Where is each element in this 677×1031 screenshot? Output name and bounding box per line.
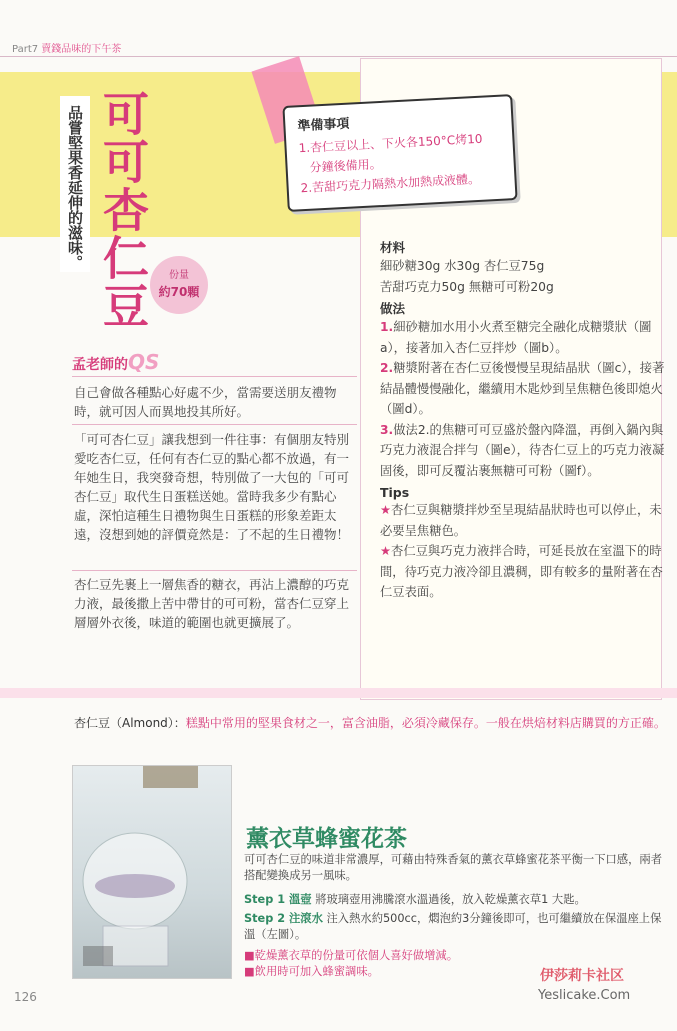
tea-title: 薰衣草蜂蜜花茶 — [246, 826, 407, 852]
method-step — [380, 358, 665, 420]
almond-term: 杏仁豆（Almond）： — [74, 716, 186, 730]
tea-note: ■飲用時可加入蜂蜜調味。 — [244, 965, 379, 978]
part-label: Part7 — [12, 44, 39, 55]
method-step — [380, 420, 665, 482]
almond-note — [74, 714, 666, 731]
header-part — [12, 40, 121, 55]
ingredients-line: 細砂糖30g 水30g 杏仁豆75g — [380, 259, 545, 273]
page-number: 126 — [14, 990, 37, 1004]
prep-title: 準備事項 — [297, 116, 350, 135]
step-label: Step 2 注滾水 — [244, 912, 323, 925]
bio-divider — [72, 424, 357, 425]
watermark-cn: 伊莎莉卡社区 — [540, 968, 624, 984]
portion-badge — [150, 256, 208, 314]
ingredients-title: 材料 — [380, 240, 406, 255]
step-text: 糖漿附著在杏仁豆後慢慢呈現結晶狀（圖c），接著結晶體慢慢融化，繼續用木匙炒到呈焦糖色後即熄火（圖d）。 — [380, 361, 665, 416]
step-label: Step 1 溫壺 — [244, 893, 312, 906]
prep-line: 1.杏仁豆以上、下火各150°C烤10 — [298, 131, 483, 156]
teacher-prefix: 孟老師的 — [72, 357, 128, 373]
prep-line: 分鐘後備用。 — [309, 156, 382, 175]
step-text: 做法2.的焦糖可可豆盛於盤內降溫，再倒入鍋內與巧克力液混合拌勻（圖e），待杏仁豆上的巧克力液凝固後，即可反覆沾裹無糖可可粉（圖f）。 — [380, 422, 665, 478]
tea-step — [244, 911, 664, 943]
qs-label: QS — [128, 350, 160, 374]
portion-value: 約70顆 — [158, 285, 200, 299]
bio-divider — [72, 376, 357, 377]
method-step — [380, 317, 665, 358]
method-title: 做法 — [380, 301, 406, 316]
tip-text: 杏仁豆與糖漿拌炒至呈現結晶狀時也可以停止，未必要呈焦糖色。 — [380, 503, 662, 538]
bio-paragraph: 杏仁豆先裹上一層焦香的糖衣，再沾上濃醇的巧克力液，最後撒上苦中帶甘的可可粉，當杏仁豆穿上層層外衣後，味道的範圍也就更擴展了。 — [74, 577, 350, 630]
recipe-subtitle: 品嘗堅果香延伸的滋味。 — [60, 96, 90, 272]
bio-divider — [72, 570, 357, 571]
prep-card — [282, 94, 517, 212]
tea-note: ■乾燥薰衣草的份量可依個人喜好做增減。 — [244, 949, 459, 962]
almond-desc: 糕點中常用的堅果食材之一，富含油脂，必須冷藏保存。一般在烘焙材料店購買的方正確。 — [185, 716, 666, 730]
star-icon: ★ — [380, 503, 392, 517]
tips-title: Tips — [380, 485, 410, 500]
ingredients-section — [380, 238, 665, 603]
tea-step — [244, 892, 664, 908]
tea-photo — [72, 765, 232, 979]
section-label: 賣錢品味的下午茶 — [41, 44, 122, 55]
bio-paragraph: 自己會做各種點心好處不少，當需要送朋友禮物時，就可因人而異地投其所好。 — [74, 385, 337, 419]
step-number: 3. — [380, 422, 394, 437]
step-text: 將玻璃壺用沸騰滾水溫過後，放入乾燥薰衣草1 大匙。 — [315, 893, 586, 906]
portion-label: 份量 — [169, 270, 189, 281]
prep-line: 2.苦甜巧克力隔熱水加熱成液體。 — [300, 171, 481, 196]
step-text: 細砂糖加水用小火煮至糖完全融化成糖漿狀（圖a），接著加入杏仁豆拌炒（圖b）。 — [380, 320, 652, 355]
tip-item — [380, 500, 665, 541]
step-number: 1. — [380, 320, 394, 334]
teapot-icon — [73, 766, 231, 978]
recipe-title: 可可杏仁豆 — [96, 90, 150, 330]
ingredients-line: 苦甜巧克力50g 無糖可可粉20g — [380, 279, 554, 294]
bio-paragraph: 「可可杏仁豆」讓我想到一件往事：有個朋友特別愛吃杏仁豆，任何有杏仁豆的點心都不放過，有一年她生日，我突發奇想，特別做了一大包的「可可杏仁豆」取代生日蛋糕送她。當時我多少有點心虛，深怕這種生日禮物與生日蛋糕的形象差距太遠，沒想到她的評價竟然是：了不起的生日禮物！ — [74, 432, 350, 542]
watermark-en: Yeslicake.Com — [538, 988, 631, 1003]
tip-item — [380, 541, 665, 603]
header-divider — [0, 56, 677, 57]
star-icon: ★ — [380, 544, 392, 558]
section-band — [0, 688, 677, 698]
tea-intro: 可可杏仁豆的味道非常濃厚，可藉由特殊香氣的薰衣草蜂蜜花茶平衡一下口感，兩者搭配變換成另一風味。 — [244, 853, 662, 882]
step-number: 2. — [380, 361, 394, 375]
tip-text: 杏仁豆與巧克力液拌合時，可延長放在室溫下的時間，待巧克力液冷卻且濃稠，即有較多的量附著在杏仁豆表面。 — [380, 544, 663, 599]
step-text: 注入熱水約500cc，燜泡約3分鐘後即可，也可繼續放在保溫座上保溫（左圖）。 — [244, 912, 662, 941]
teacher-qs-heading — [72, 350, 159, 374]
